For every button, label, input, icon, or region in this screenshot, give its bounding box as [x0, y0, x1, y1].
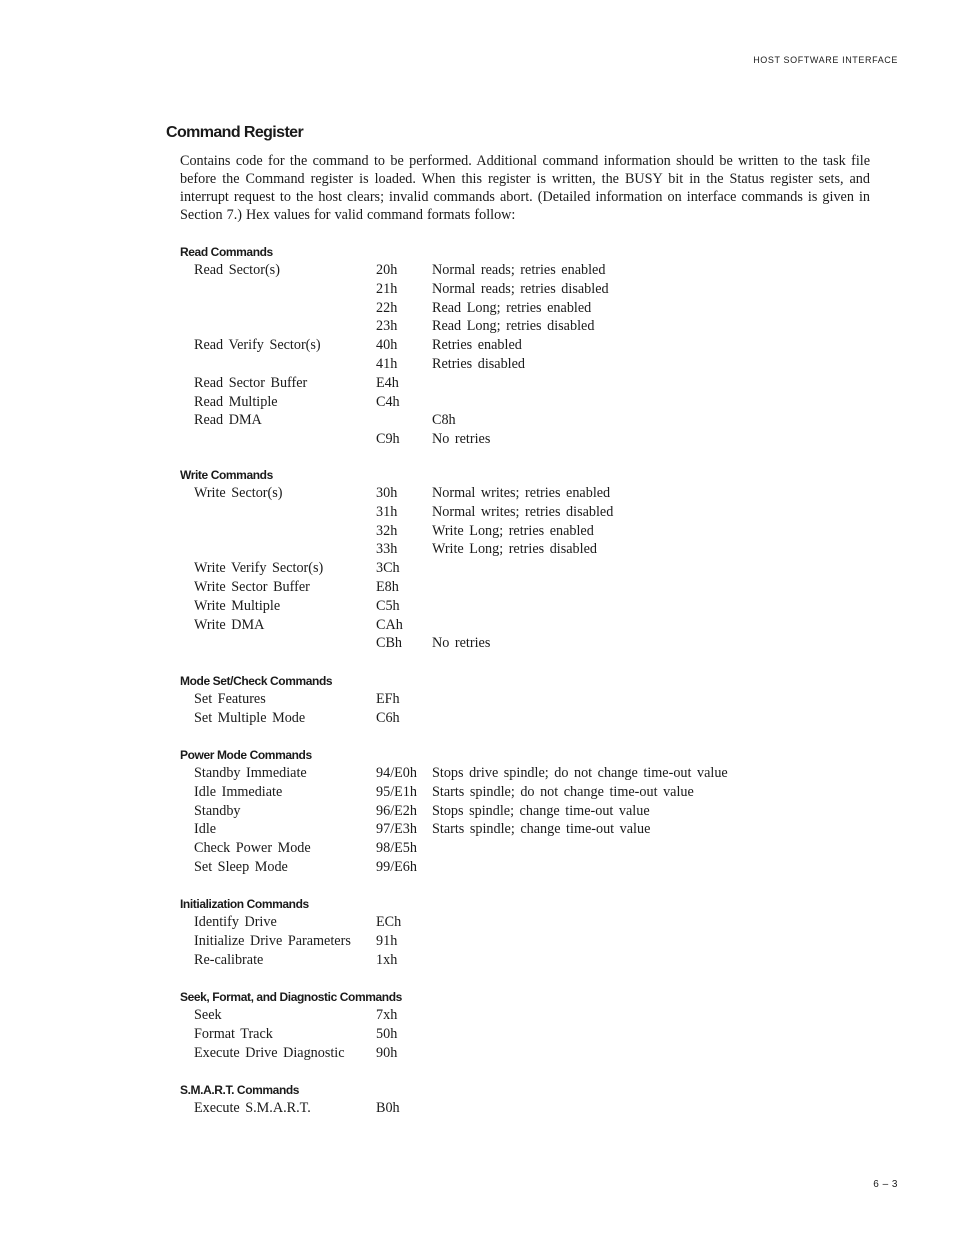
command-name: Idle Immediate: [194, 783, 283, 800]
command-code: CAh: [376, 616, 403, 633]
command-description: Normal reads; retries disabled: [432, 280, 609, 297]
command-description: Write Long; retries enabled: [432, 522, 594, 539]
command-description: Starts spindle; change time-out value: [432, 821, 651, 838]
command-description: Stops spindle; change time-out value: [432, 802, 650, 819]
command-code: 21h: [376, 280, 398, 297]
command-row: [180, 839, 820, 858]
command-description: Normal writes; retries disabled: [432, 503, 614, 520]
command-description: Retries disabled: [432, 355, 526, 372]
command-code: C9h: [376, 431, 400, 448]
command-row: [180, 374, 820, 393]
command-name: Identify Drive: [194, 914, 277, 930]
command-code: 41h: [376, 355, 398, 372]
command-row: [180, 578, 820, 597]
command-name: Write Multiple: [194, 597, 281, 614]
command-row: [180, 932, 820, 951]
command-code: 98/E5h: [376, 840, 417, 857]
command-code: EFh: [376, 691, 400, 707]
command-row: [180, 783, 820, 802]
command-code: 31h: [376, 503, 398, 520]
command-code: 22h: [376, 299, 398, 316]
command-name: Execute Drive Diagnostic: [194, 1044, 345, 1061]
command-name: Read Sector Buffer: [194, 374, 308, 391]
running-header: HOST SOFTWARE INTERFACE: [753, 55, 898, 65]
command-row: [180, 355, 820, 374]
command-row: [180, 299, 820, 318]
command-name: Re-calibrate: [194, 951, 264, 968]
command-row: [180, 484, 820, 503]
command-code: 20h: [376, 262, 398, 278]
command-code: 7xh: [376, 1007, 398, 1023]
command-row: [180, 820, 820, 839]
command-name: Set Sleep Mode: [194, 858, 288, 875]
group-title: S.M.A.R.T. Commands: [180, 1083, 300, 1097]
command-row: [180, 616, 820, 635]
command-code: 99/E6h: [376, 858, 417, 875]
command-code: 33h: [376, 541, 398, 558]
command-group: [180, 895, 820, 969]
command-code: 32h: [376, 522, 398, 539]
command-description: C8h: [432, 412, 456, 429]
group-title: Power Mode Commands: [180, 748, 312, 762]
command-code: 50h: [376, 1025, 398, 1042]
command-name: Read Sector(s): [194, 262, 280, 278]
command-row: [180, 393, 820, 412]
command-group: [180, 466, 820, 653]
command-group: [180, 672, 820, 728]
command-code: 91h: [376, 932, 398, 949]
command-row: [180, 709, 820, 728]
command-name: Execute S.M.A.R.T.: [194, 1100, 311, 1116]
command-row: [180, 802, 820, 821]
command-row: [180, 522, 820, 541]
command-name: Idle: [194, 821, 217, 838]
command-description: No retries: [432, 635, 491, 652]
command-description: No retries: [432, 431, 491, 448]
command-name: Check Power Mode: [194, 840, 311, 857]
command-group: [180, 243, 820, 449]
command-description: Read Long; retries disabled: [432, 318, 595, 335]
command-row: [180, 764, 820, 783]
command-row: [180, 1099, 820, 1118]
command-name: Set Features: [194, 691, 266, 707]
command-code: 95/E1h: [376, 783, 417, 800]
command-code: 96/E2h: [376, 802, 417, 819]
command-row: [180, 317, 820, 336]
command-group: [180, 746, 820, 877]
command-name: Read Verify Sector(s): [194, 337, 321, 354]
command-description: Read Long; retries enabled: [432, 299, 592, 316]
group-title: Write Commands: [180, 468, 273, 482]
command-code: 97/E3h: [376, 821, 417, 838]
command-code: E8h: [376, 578, 399, 595]
command-row: [180, 503, 820, 522]
group-title: Initialization Commands: [180, 897, 309, 911]
command-code: 1xh: [376, 951, 398, 968]
command-name: Standby: [194, 802, 241, 819]
command-code: C4h: [376, 393, 400, 410]
command-name: Set Multiple Mode: [194, 709, 306, 726]
page-number: 6 – 3: [873, 1179, 898, 1190]
command-code: 40h: [376, 337, 398, 354]
command-group: [180, 988, 820, 1062]
command-group: [180, 1081, 820, 1118]
command-row: [180, 913, 820, 932]
command-code: B0h: [376, 1100, 400, 1116]
command-name: Write Sector(s): [194, 485, 283, 501]
command-row: [180, 336, 820, 355]
command-row: [180, 280, 820, 299]
command-code: 30h: [376, 485, 398, 501]
command-row: [180, 430, 820, 449]
command-name: Write Verify Sector(s): [194, 560, 324, 577]
command-code: CBh: [376, 635, 403, 652]
command-description: Starts spindle; do not change time-out value: [432, 783, 694, 800]
command-row: [180, 540, 820, 559]
command-description: Retries enabled: [432, 337, 522, 354]
group-title: Read Commands: [180, 245, 273, 259]
command-row: [180, 559, 820, 578]
command-row: [180, 1044, 820, 1063]
section-intro: Contains code for the command to be performed. Additional command information should be written to the task file before the Command register is loaded. When this register is written, the BUSY bit in the Status register sets, and interrupt request to the host clears; invalid commands abort. (Detailed information on interface commands is given in Section 7.) Hex values for valid command formats follow:: [180, 153, 870, 223]
command-name: Format Track: [194, 1025, 273, 1042]
command-description: Normal reads; retries enabled: [432, 262, 606, 278]
command-description: Normal writes; retries enabled: [432, 485, 611, 501]
command-name: Standby Immediate: [194, 765, 307, 781]
command-name: Initialize Drive Parameters: [194, 932, 351, 949]
command-name: Read DMA: [194, 412, 262, 429]
command-code: 94/E0h: [376, 765, 417, 781]
command-row: [180, 411, 820, 430]
command-code: E4h: [376, 374, 399, 391]
command-row: [180, 1006, 820, 1025]
section-title: Command Register: [166, 124, 304, 141]
command-code: C6h: [376, 709, 400, 726]
command-name: Seek: [194, 1007, 222, 1023]
group-title: Mode Set/Check Commands: [180, 674, 333, 688]
command-row: [180, 951, 820, 970]
command-code: ECh: [376, 914, 402, 930]
command-description: Write Long; retries disabled: [432, 541, 597, 558]
command-row: [180, 597, 820, 616]
command-name: Read Multiple: [194, 393, 278, 410]
command-code: C5h: [376, 597, 400, 614]
command-code: 23h: [376, 318, 398, 335]
command-name: Write Sector Buffer: [194, 578, 310, 595]
command-name: Write DMA: [194, 616, 265, 633]
command-code: 90h: [376, 1044, 398, 1061]
group-title: Seek, Format, and Diagnostic Commands: [180, 990, 402, 1004]
command-row: [180, 858, 820, 877]
command-description: Stops drive spindle; do not change time-out value: [432, 765, 728, 781]
command-code: 3Ch: [376, 560, 400, 577]
command-row: [180, 690, 820, 709]
command-row: [180, 1025, 820, 1044]
command-row: [180, 261, 820, 280]
command-row: [180, 634, 820, 653]
